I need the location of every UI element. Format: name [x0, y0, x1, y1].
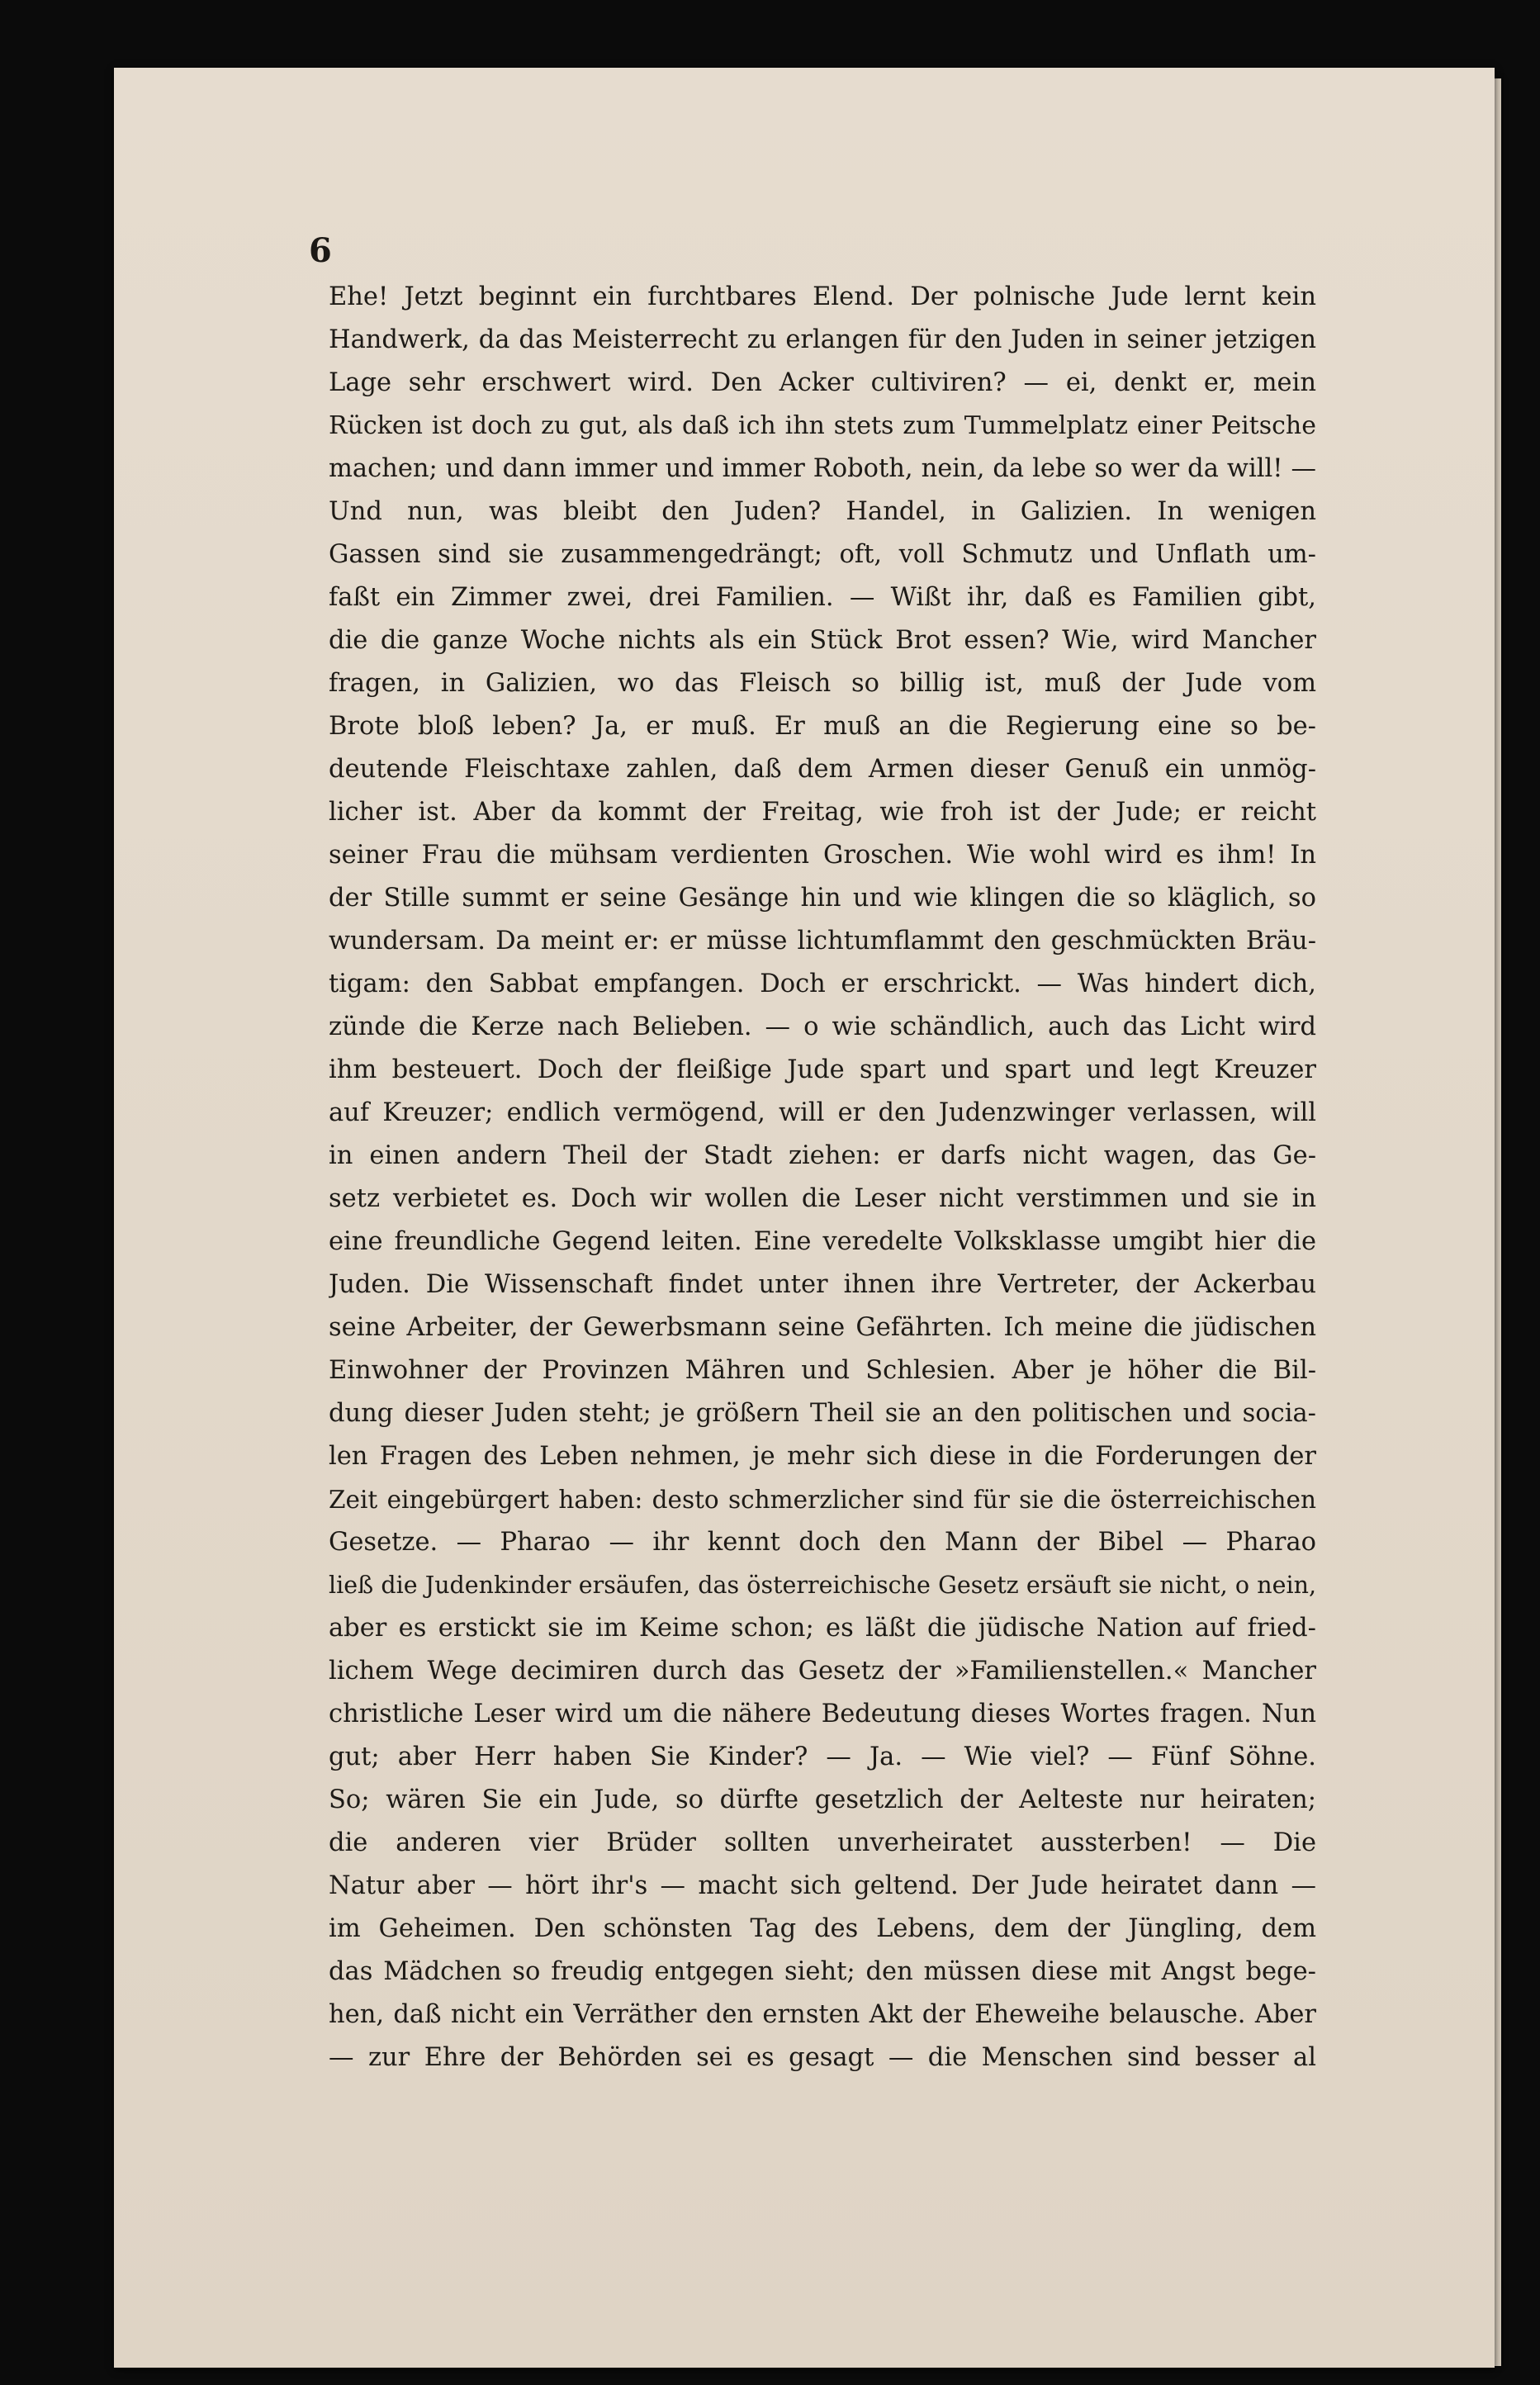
text-line: len Fragen des Leben nehmen, je mehr sich diese in die Forderungen der: [329, 1442, 1316, 1471]
text-line: gut; aber Herr haben Sie Kinder? — Ja. — Wie viel? — Fünf Söhne.: [329, 1743, 1316, 1771]
page-number: 6: [309, 231, 332, 270]
text-line: Rücken ist doch zu gut, als daß ich ihn stets zum Tummelplatz einer Peitsche: [329, 411, 1316, 440]
text-line: seiner Frau die mühsam verdienten Groschen. Wie wohl wird es ihm! In: [329, 841, 1316, 870]
text-line: die die ganze Woche nichts als ein Stück Brot essen? Wie, wird Mancher: [329, 626, 1316, 655]
text-line: deutende Fleischtaxe zahlen, daß dem Armen dieser Genuß ein unmög-: [329, 755, 1316, 784]
text-line: Einwohner der Provinzen Mähren und Schlesien. Aber je höher die Bil-: [329, 1356, 1316, 1385]
text-line: Lage sehr erschwert wird. Den Acker cultiviren? — ei, denkt er, mein: [329, 368, 1316, 397]
text-line: das Mädchen so freudig entgegen sieht; den müssen diese mit Angst bege-: [329, 1957, 1316, 1986]
text-line: fragen, in Galizien, wo das Fleisch so billig ist, muß der Jude vom: [329, 669, 1316, 698]
text-line: eine freundliche Gegend leiten. Eine veredelte Volksklasse umgibt hier die: [329, 1227, 1316, 1256]
text-line: Gassen sind sie zusammengedrängt; oft, voll Schmutz und Unflath um-: [329, 540, 1316, 569]
text-line: lichem Wege decimiren durch das Gesetz der »Familienstellen.« Mancher: [329, 1657, 1316, 1686]
text-line: aber es erstickt sie im Keime schon; es läßt die jüdische Nation auf fried-: [329, 1614, 1316, 1643]
text-line: auf Kreuzer; endlich vermögend, will er den Judenzwinger verlassen, will: [329, 1098, 1316, 1127]
text-line: christliche Leser wird um die nähere Bedeutung dieses Wortes fragen. Nun: [329, 1700, 1316, 1728]
text-line: machen; und dann immer und immer Roboth, nein, da lebe so wer da will! —: [329, 454, 1316, 483]
text-line: hen, daß nicht ein Verräther den ernsten Akt der Eheweihe belausche. Aber: [329, 2000, 1316, 2029]
text-line: Natur aber — hört ihr's — macht sich geltend. Der Jude heiratet dann —: [329, 1871, 1316, 1900]
text-line: Brote bloß leben? Ja, er muß. Er muß an die Regierung eine so be-: [329, 712, 1316, 741]
text-line: Zeit eingebürgert haben: desto schmerzlicher sind für sie die österreichischen: [329, 1486, 1316, 1514]
text-line: faßt ein Zimmer zwei, drei Familien. — Wißt ihr, daß es Familien gibt,: [329, 583, 1316, 612]
text-line: der Stille summt er seine Gesänge hin und wie klingen die so kläglich, so: [329, 884, 1316, 913]
text-line: dung dieser Juden steht; je größern Theil sie an den politischen und socia-: [329, 1399, 1316, 1428]
text-line: in einen andern Theil der Stadt ziehen: er darfs nicht wagen, das Ge-: [329, 1141, 1316, 1170]
text-line: tigam: den Sabbat empfangen. Doch er erschrickt. — Was hindert dich,: [329, 970, 1316, 998]
text-line: — zur Ehre der Behörden sei es gesagt — die Menschen sind besser al: [329, 2043, 1316, 2072]
text-line: So; wären Sie ein Jude, so dürfte gesetzlich der Aelteste nur heiraten;: [329, 1785, 1316, 1814]
text-line: die anderen vier Brüder sollten unverheiratet aussterben! — Die: [329, 1828, 1316, 1857]
text-line: wundersam. Da meint er: er müsse lichtumflammt den geschmückten Bräu-: [329, 927, 1316, 955]
text-line: ließ die Judenkinder ersäufen, das österreichische Gesetz ersäuft sie nicht, o nein,: [329, 1572, 1316, 1599]
body-text: [329, 276, 1316, 2079]
text-line: Ehe! Jetzt beginnt ein furchtbares Elend. Der polnische Jude lernt kein: [329, 282, 1316, 311]
text-line: setz verbietet es. Doch wir wollen die Leser nicht verstimmen und sie in: [329, 1184, 1316, 1213]
text-line: Gesetze. — Pharao — ihr kennt doch den Mann der Bibel — Pharao: [329, 1528, 1316, 1557]
text-line: seine Arbeiter, der Gewerbsmann seine Gefährten. Ich meine die jüdischen: [329, 1313, 1316, 1342]
text-line: zünde die Kerze nach Belieben. — o wie schändlich, auch das Licht wird: [329, 1012, 1316, 1041]
text-line: licher ist. Aber da kommt der Freitag, wie froh ist der Jude; er reicht: [329, 798, 1316, 827]
text-line: im Geheimen. Den schönsten Tag des Lebens, dem der Jüngling, dem: [329, 1914, 1316, 1943]
text-line: Juden. Die Wissenschaft findet unter ihnen ihre Vertreter, der Ackerbau: [329, 1270, 1316, 1299]
text-line: ihm besteuert. Doch der fleißige Jude spart und spart und legt Kreuzer: [329, 1055, 1316, 1084]
text-line: Und nun, was bleibt den Juden? Handel, in Galizien. In wenigen: [329, 497, 1316, 526]
text-line: Handwerk, da das Meisterrecht zu erlangen für den Juden in seiner jetzigen: [329, 325, 1316, 354]
